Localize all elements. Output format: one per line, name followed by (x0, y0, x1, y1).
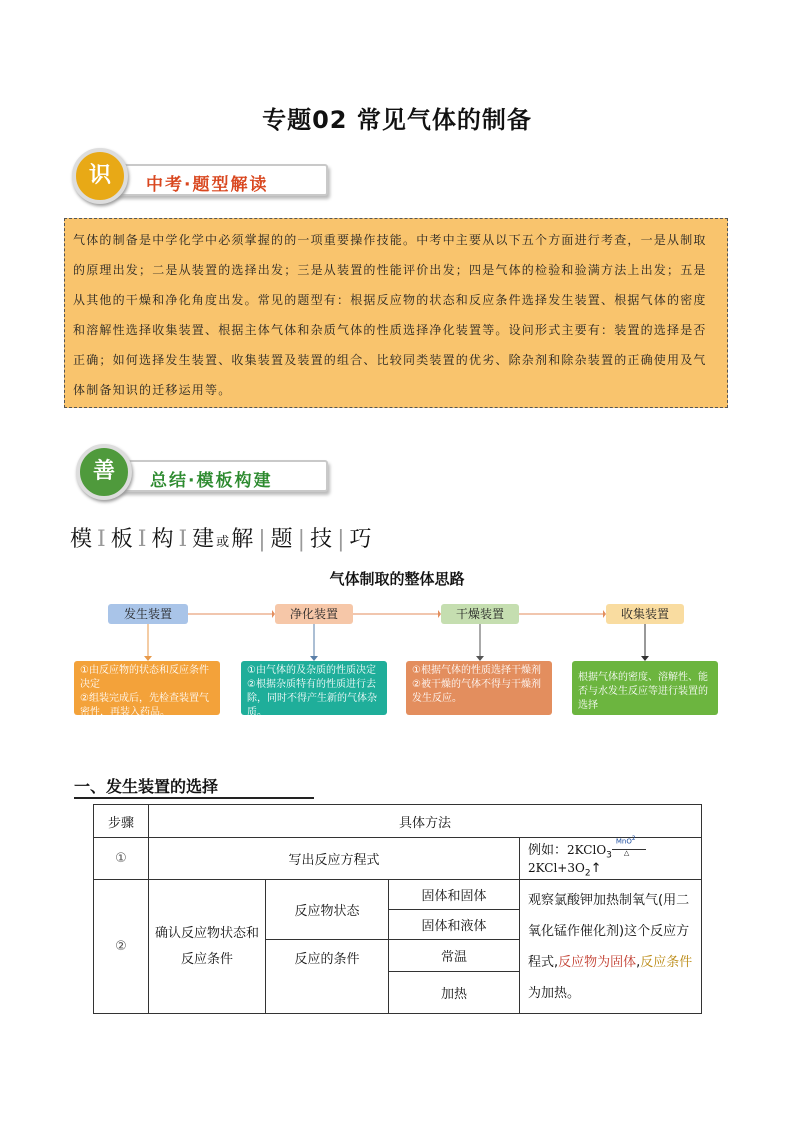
table-cell-action: 写出反应方程式 (149, 838, 520, 880)
table-cell-step: ① (94, 838, 149, 880)
flow-step-drying: 干燥装置 (441, 604, 519, 624)
flow-title: 气体制取的整体思路 (329, 570, 465, 588)
page-title: 专题02 常见气体的制备 (262, 106, 532, 134)
table-cell-condition: 反应的条件 (266, 940, 389, 1014)
flow-horizontal-arrows (188, 609, 688, 621)
table-row (94, 838, 702, 880)
arrow-2-head (438, 610, 441, 618)
badge-circle-icon: 善 (76, 444, 132, 500)
table-cell-example (520, 838, 702, 880)
section-badge-template (76, 448, 336, 498)
equation-arrow (612, 836, 646, 858)
table-cell-state: 反应物状态 (266, 880, 389, 940)
badge-bar (110, 164, 328, 196)
flow-box-purification: ①由气体的及杂质的性质决定 ②根据杂质特有的性质进行去除，同时不得产生新的气体杂质。 (241, 661, 387, 715)
table-header-method: 具体方法 (149, 805, 702, 838)
generation-device-table (93, 804, 702, 1014)
flow-step-generation: 发生装置 (108, 604, 188, 624)
equation-sub-3: 3 (606, 850, 612, 861)
equation-left: 2KClO (567, 842, 607, 857)
table-row (94, 880, 702, 910)
note-highlight-condition: 反应条件 (640, 954, 693, 970)
flow-vertical-arrows (140, 624, 670, 664)
heat-label: △ (623, 849, 630, 858)
gas-up-arrow: ↑ (590, 860, 602, 876)
table-cell-option: 常温 (389, 940, 520, 972)
table-cell-option: 固体和液体 (389, 910, 520, 940)
catalyst-label: MnO$^2$ (615, 836, 636, 846)
table-cell-option: 加热 (389, 972, 520, 1014)
table-cell-step: ② (94, 880, 149, 1014)
table-cell-note: 观察氯酸钾加热制氧气(用二氧化锰作催化剂)这个反应方程式,反应物为固体,反应条件为加热。 (520, 880, 702, 1014)
badge-bar (114, 460, 328, 492)
table-row (94, 805, 702, 838)
badge-label: 总结·模板构建 (150, 471, 273, 491)
flow-box-drying: ①根据气体的性质选择干燥剂 ②被干燥的气体不得与干燥剂发生反应。 (406, 661, 552, 715)
template-tips-heading: 模 I 板 I 构 I 建或解 | 题 | 技 | 巧 (70, 527, 374, 552)
flow-box-collection: 根据气体的密度、溶解性、能否与水发生反应等进行装置的选择 (572, 661, 718, 715)
equation-right: 2KCl+3O (528, 860, 585, 875)
section-heading: 一、发生装置的选择 (74, 777, 219, 796)
badge-circle-icon: 识 (72, 148, 128, 204)
example-prefix: 例如： (528, 842, 568, 858)
section-underline (74, 797, 314, 799)
table-header-step: 步骤 (94, 805, 149, 838)
equation-sub-2: 2 (584, 868, 591, 879)
flow-box-generation: ①由反应物的状态和反应条件决定 ②组装完成后，先检查装置气密性，再装入药品。 (74, 661, 220, 715)
table-cell-action: 确认反应物状态和反应条件 (149, 880, 266, 1014)
intro-text: 气体的制备是中学化学中必须掌握的的一项重要操作技能。中考中主要从以下五个方面进行考查，一是从制取的原理出发；二是从装置的选择出发；三是从装置的性能评价出发；四是气体的检验和验满方法上出发；五是从其他的干燥和净化角度出发。常见的题型有：根据反应物的状态和反应条件选择发生装置、根据气体的密度和溶解性选择收集装置、根据主体气体和杂质气体的性质选择净化装置等。设问形式主要有：装置的选择是否正确；如何选择发生装置、收集装置及装置的组合、比较同类装置的优劣、除杂剂和除杂装置的正确使用及气体制备知识的迁移运用等。 (64, 218, 728, 408)
note-highlight-reactant: 反应物为固体 (558, 954, 637, 970)
flow-step-purification: 净化装置 (275, 604, 353, 624)
flow-step-collection: 收集装置 (606, 604, 684, 624)
arrow-1-head (272, 610, 275, 618)
section-badge-exam-analysis (72, 152, 332, 202)
badge-label: 中考·题型解读 (146, 175, 269, 195)
arrow-3-head (603, 610, 606, 618)
table-cell-option: 固体和固体 (389, 880, 520, 910)
